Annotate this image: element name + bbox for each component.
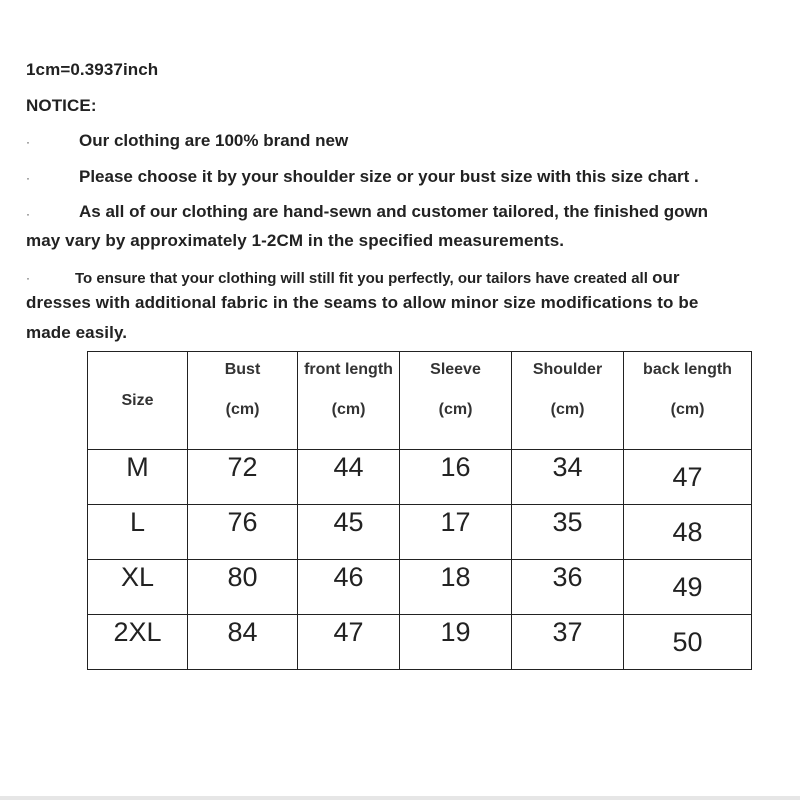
- note-fit-cont-2: made easily.: [26, 323, 128, 342]
- cell-sleeve-value: 19: [440, 616, 471, 647]
- cell-size: [88, 505, 188, 560]
- cell-front-length-value: 47: [333, 616, 364, 647]
- cell-front-length: [298, 450, 400, 505]
- cell-bust-value: 76: [227, 506, 258, 537]
- cell-shoulder: [512, 505, 624, 560]
- note-choose-size: Please choose it by your shoulder size or your bust size with this size chart .: [79, 167, 699, 186]
- table-row: [88, 450, 752, 505]
- bullet-2: ·: [26, 171, 30, 185]
- bottom-divider: [0, 796, 800, 800]
- cell-sleeve-value: 17: [440, 506, 471, 537]
- table-row: [88, 560, 752, 615]
- cell-sleeve: [400, 615, 512, 670]
- cell-shoulder: [512, 560, 624, 615]
- header-front-length-unit: (cm): [331, 400, 366, 418]
- cell-size-value: M: [126, 451, 149, 482]
- cell-shoulder-value: 36: [552, 561, 583, 592]
- cell-back-length: [624, 615, 752, 670]
- size-chart-table: [87, 351, 752, 670]
- note-fit: [75, 268, 679, 288]
- cell-front-length-value: 44: [333, 451, 364, 482]
- cell-sleeve: [400, 450, 512, 505]
- cell-size: [88, 450, 188, 505]
- cell-bust: [188, 505, 298, 560]
- cell-bust: [188, 615, 298, 670]
- bullet-1: ·: [26, 135, 30, 149]
- cell-front-length-value: 45: [333, 506, 364, 537]
- cell-shoulder-value: 37: [552, 616, 583, 647]
- cell-back-length: [624, 505, 752, 560]
- cell-back-length: [624, 560, 752, 615]
- header-sleeve-unit: (cm): [438, 400, 473, 418]
- header-size: [88, 352, 188, 450]
- note-hand-sewn-cont: may vary by approximately 1-2CM in the specified measurements.: [26, 231, 565, 250]
- header-sleeve-label: Sleeve: [430, 360, 481, 378]
- header-front-length: [298, 352, 400, 450]
- cell-back-length-value: 50: [672, 626, 703, 657]
- notice-title: NOTICE:: [26, 96, 97, 115]
- cell-back-length-value: 47: [672, 461, 703, 492]
- cell-front-length: [298, 505, 400, 560]
- cell-back-length: [624, 450, 752, 505]
- cell-size-value: 2XL: [113, 616, 162, 647]
- header-bust-label: Bust: [224, 360, 261, 378]
- bullet-3: ·: [26, 207, 30, 221]
- cell-shoulder: [512, 615, 624, 670]
- cell-sleeve-value: 18: [440, 561, 471, 592]
- cell-back-length-value: 48: [672, 516, 703, 547]
- unit-conversion: 1cm=0.3937inch: [26, 60, 159, 79]
- header-bust: [188, 352, 298, 450]
- cell-bust-value: 80: [227, 561, 258, 592]
- note-hand-sewn: As all of our clothing are hand-sewn and customer tailored, the finished gown: [79, 202, 709, 221]
- note-brand-new: Our clothing are 100% brand new: [79, 131, 349, 150]
- note-fit-text: To ensure that your clothing will still fit you perfectly, our tailors have created all: [75, 270, 648, 287]
- cell-sleeve: [400, 505, 512, 560]
- header-back-length-label: back length: [643, 360, 732, 378]
- cell-bust-value: 72: [227, 451, 258, 482]
- cell-bust: [188, 560, 298, 615]
- cell-front-length: [298, 560, 400, 615]
- note-fit-end: our: [652, 268, 680, 287]
- cell-shoulder-value: 34: [552, 451, 583, 482]
- cell-sleeve-value: 16: [440, 451, 471, 482]
- cell-size-value: L: [129, 506, 146, 537]
- header-front-length-label: front length: [304, 360, 393, 378]
- cell-front-length: [298, 615, 400, 670]
- header-sleeve: [400, 352, 512, 450]
- cell-bust: [188, 450, 298, 505]
- note-fit-cont: dresses with additional fabric in the seams to allow minor size modifications to be: [26, 293, 699, 312]
- cell-size: [88, 560, 188, 615]
- cell-bust-value: 84: [227, 616, 258, 647]
- header-shoulder-unit: (cm): [550, 400, 585, 418]
- table-header-row: [88, 352, 752, 450]
- header-back-length-unit: (cm): [670, 400, 705, 418]
- header-shoulder: [512, 352, 624, 450]
- cell-back-length-value: 49: [672, 571, 703, 602]
- table-row: [88, 615, 752, 670]
- header-shoulder-label: Shoulder: [532, 360, 603, 378]
- cell-front-length-value: 46: [333, 561, 364, 592]
- table-row: [88, 505, 752, 560]
- cell-size: [88, 615, 188, 670]
- header-back-length: [624, 352, 752, 450]
- header-size-label: Size: [121, 391, 154, 409]
- cell-shoulder: [512, 450, 624, 505]
- cell-sleeve: [400, 560, 512, 615]
- bullet-4: ·: [26, 271, 30, 285]
- cell-shoulder-value: 35: [552, 506, 583, 537]
- cell-size-value: XL: [120, 561, 155, 592]
- header-bust-unit: (cm): [225, 400, 260, 418]
